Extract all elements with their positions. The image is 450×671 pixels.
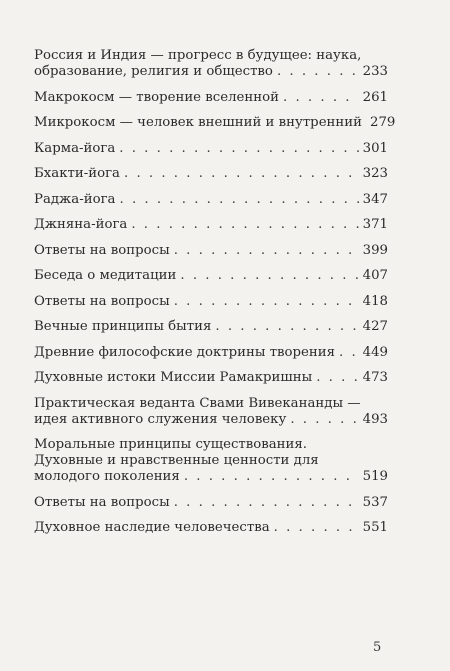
toc-entry [34, 370, 388, 386]
toc-entry [34, 115, 396, 131]
dot-leader [277, 64, 359, 80]
toc-entry-title-line: Россия и Индия — прогресс в будущее: наука, [34, 48, 362, 63]
toc-entry-title-line: Джняна-йога [34, 217, 128, 232]
toc-entry-title-line: Ответы на вопросы [34, 242, 170, 258]
toc-entry-title-line: идея активного служения человеку [34, 411, 287, 427]
toc-entry-last-line [34, 217, 388, 233]
toc-entry [34, 268, 388, 284]
dot-leader [215, 319, 358, 335]
toc-entry-last-line [34, 495, 388, 511]
toc-entry [34, 166, 388, 182]
toc-entry-title-line: Макрокосм — творение вселенной [34, 89, 279, 105]
toc-entry [34, 90, 388, 106]
toc-entry-last-line [34, 115, 396, 131]
toc-entry-last-line [34, 243, 388, 259]
dot-leader [174, 243, 359, 259]
toc-entry-page: 399 [362, 242, 388, 258]
dot-leader [274, 520, 359, 536]
toc-entry-title-line: Духовное наследие человечества [34, 520, 270, 535]
toc-entry-page: 279 [370, 115, 396, 130]
toc-entry-page: 371 [362, 217, 388, 232]
dot-leader [290, 412, 358, 428]
dot-leader [283, 90, 359, 106]
toc-entry [34, 520, 388, 536]
toc-entry-title-line: Духовные истоки Миссии Рамакришны [34, 370, 313, 385]
toc-entry-title-line: Ответы на вопросы [34, 293, 170, 309]
toc-entry [34, 192, 388, 208]
toc-entry-page: 519 [362, 469, 388, 484]
toc-entry-title-line: молодого поколения [34, 469, 180, 484]
page-number: 5 [373, 640, 382, 655]
dot-leader [316, 370, 358, 386]
toc-entry-last-line [34, 412, 388, 428]
toc-entry-title-line: Духовные и нравственные ценности для [34, 453, 319, 468]
toc-entry [34, 217, 388, 233]
dot-leader [174, 495, 359, 511]
toc-entry-last-line [34, 141, 388, 157]
toc-entry-last-line [34, 345, 388, 361]
toc-entry-title-line: Моральные принципы существования. [34, 437, 308, 452]
toc-entry-page: 261 [362, 89, 388, 105]
toc-entry-page: 301 [362, 140, 388, 156]
toc-entry-title-line: образование, религия и общество [34, 64, 273, 79]
toc-entry-page: 347 [362, 191, 388, 207]
toc-entry [34, 345, 388, 361]
dot-leader [174, 294, 359, 310]
toc-entry [34, 396, 388, 428]
toc-entry-title-line: Древние философские доктрины творения [34, 344, 336, 360]
toc-entry-last-line [34, 370, 388, 386]
toc-entry-last-line [34, 319, 388, 335]
toc-entry-last-line [34, 192, 388, 208]
toc-entry-last-line [34, 166, 388, 182]
toc-entry-title-line: Микрокосм — человек внешний и внутренний [34, 115, 363, 130]
dot-leader [131, 217, 358, 233]
toc-entry-last-line [34, 520, 388, 536]
toc-entry-page: 427 [362, 319, 388, 334]
dot-leader [119, 141, 358, 157]
dot-leader [339, 345, 359, 361]
toc-entry-title-line: Ответы на вопросы [34, 494, 170, 510]
toc-entry-page: 449 [362, 344, 388, 360]
dot-leader [180, 268, 358, 284]
toc-entry-title-line: Практическая веданта Свами Вивекананды — [34, 395, 361, 411]
toc-entry-page: 407 [362, 268, 388, 283]
toc-entry-page: 537 [362, 494, 388, 510]
toc-entry-page: 493 [362, 411, 388, 427]
toc-entry-last-line [34, 64, 388, 80]
dot-leader [124, 166, 359, 182]
toc-entry [34, 294, 388, 310]
toc-entry-last-line [34, 294, 388, 310]
toc-entry-page: 233 [362, 64, 388, 79]
dot-leader [119, 192, 358, 208]
toc-entry [34, 437, 388, 485]
toc-entry [34, 141, 388, 157]
toc-entry-last-line [34, 268, 388, 284]
toc-entry-last-line [34, 469, 388, 485]
toc-entry-title-line: Карма-йога [34, 140, 116, 156]
toc-entry-page: 418 [362, 293, 388, 309]
toc-entry-title-line: Бхакти-йога [34, 166, 120, 181]
toc-entry [34, 495, 388, 511]
table-of-contents [34, 48, 396, 546]
toc-entry-title-line: Беседа о медитации [34, 268, 177, 283]
toc-entry-title-line: Раджа-йога [34, 191, 116, 207]
toc-entry-page: 551 [362, 520, 388, 535]
toc-entry [34, 319, 388, 335]
toc-entry [34, 243, 388, 259]
toc-entry-last-line [34, 90, 388, 106]
toc-entry-page: 473 [362, 370, 388, 385]
toc-entry-title-line: Вечные принципы бытия [34, 319, 212, 334]
toc-entry-page: 323 [362, 166, 388, 181]
dot-leader [184, 469, 359, 485]
toc-entry [34, 48, 388, 80]
